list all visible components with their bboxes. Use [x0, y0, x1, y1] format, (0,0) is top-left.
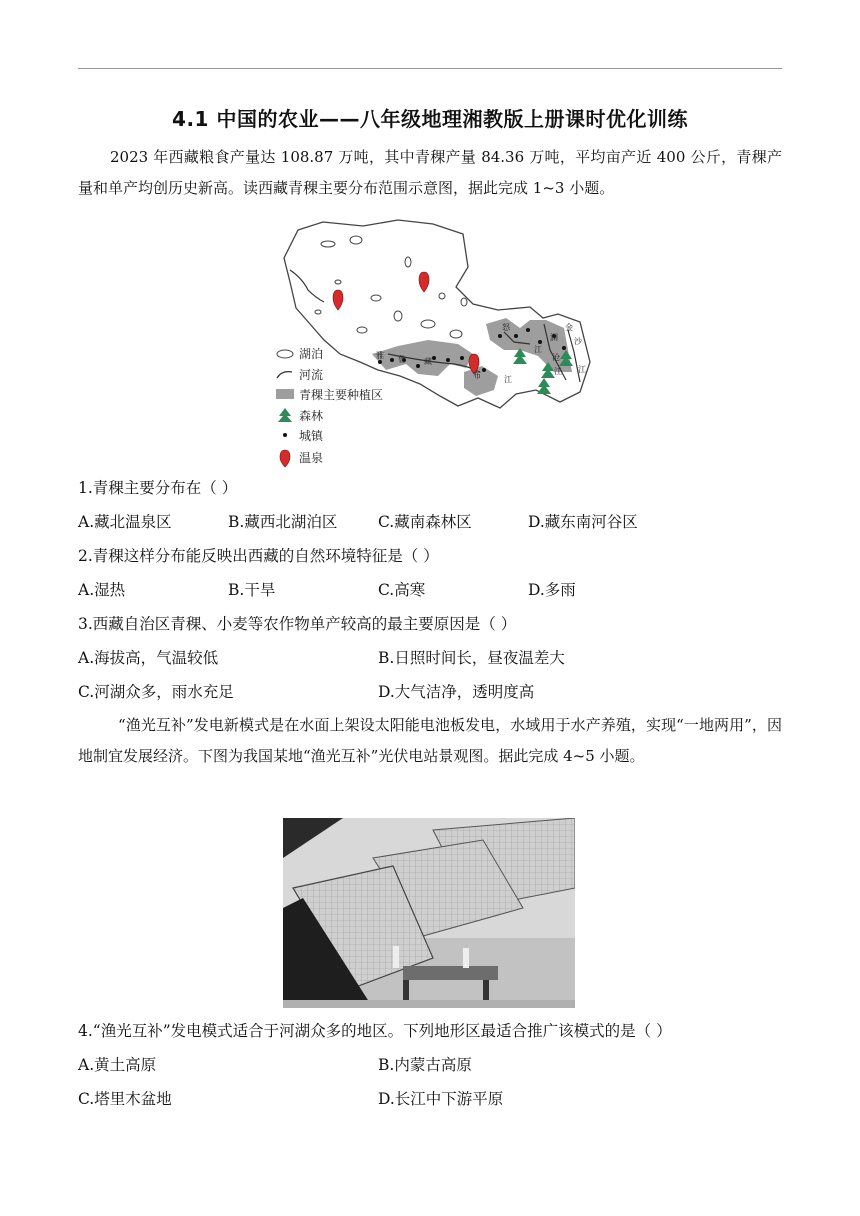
label-sha: 沙 [574, 337, 582, 346]
label-nu-jiang: 江 [534, 345, 542, 354]
legend-hotspring: 温泉 [299, 451, 324, 465]
label-jiang: 江 [504, 375, 512, 384]
q2-option-a: A.湿热 [78, 581, 126, 599]
label-jin: 金 [565, 323, 573, 332]
legend-town-icon [283, 433, 287, 437]
label-lancang-jiang: 江 [554, 367, 562, 376]
legend-river-icon [277, 372, 292, 378]
header-rule [78, 68, 782, 69]
q1-option-c: C.藏南森林区 [378, 513, 472, 531]
legend-lake: 湖泊 [299, 347, 324, 361]
label-bu: 布 [473, 371, 481, 380]
legend-lake-icon [277, 350, 293, 358]
page-title: 4.1 中国的农业——八年级地理湘教版上册课时优化训练 [172, 107, 688, 131]
label-cang: 沧 [552, 353, 560, 362]
label-nu: 怒 [502, 323, 510, 332]
q4-option-a: A.黄土高原 [78, 1056, 157, 1074]
q1-option-d: D.藏东南河谷区 [528, 513, 638, 531]
legend-hotspring-icon [280, 450, 290, 467]
legend-barley: 青稞主要种植区 [299, 388, 384, 402]
q3-option-b: B.日照时间长，昼夜温差大 [378, 649, 565, 667]
q4-stem: 4.“渔光互补”发电模式适合于河湖众多的地区。下列地形区最适合推广该模式的是（ ） [78, 1022, 672, 1040]
q4-option-b: B.内蒙古高原 [378, 1056, 472, 1074]
q1-option-a: A.藏北温泉区 [78, 513, 172, 531]
q3-stem: 3.西藏自治区青稞、小麦等农作物单产较高的最主要原因是（ ） [78, 615, 517, 633]
q1-stem: 1.青稞主要分布在（ ） [78, 479, 238, 497]
q1-option-b: B.藏西北湖泊区 [228, 513, 338, 531]
label-zang: 藏 [424, 357, 432, 366]
q3-option-c: C.河湖众多，雨水充足 [78, 683, 234, 701]
second-paragraph: “渔光互补”发电新模式是在水面上架设太阳能电池板发电，水域用于水产养殖，实现“一地两用”，因地制宜发展经济。下图为我国某地“渔光互补”光伏电站景观图。据此完成 4~5 小题。 [78, 716, 782, 765]
label-lan: 澜 [550, 333, 558, 342]
legend-forest: 森林 [299, 409, 324, 423]
q2-stem: 2.青稞这样分布能反映出西藏的自然环境特征是（ ） [78, 547, 439, 565]
legend-river: 河流 [299, 368, 324, 382]
q2-option-b: B.干旱 [228, 581, 276, 599]
q2-option-d: D.多雨 [528, 581, 576, 599]
tibet-highland-barley-map [268, 212, 598, 470]
q3-option-d: D.大气洁净，透明度高 [378, 683, 535, 701]
q3-option-a: A.海拔高，气温较低 [78, 649, 219, 667]
label-jinsha-jiang: 江 [578, 365, 586, 374]
legend-forest-icon [278, 408, 292, 422]
label-lu: 鲁 [398, 355, 406, 364]
fishery-solar-photo [283, 818, 575, 1008]
label-ya: 雅 [376, 351, 384, 360]
q4-option-d: D.长江中下游平原 [378, 1090, 504, 1108]
legend-town: 城镇 [299, 429, 324, 443]
q2-option-c: C.高寒 [378, 581, 426, 599]
intro-paragraph: 2023 年西藏粮食产量达 108.87 万吨，其中青稞产量 84.36 万吨，平均亩产近 400 公斤，青稞产量和单产均创历史新高。读西藏青稞主要分布范围示意图，据此完成 1~3 小题。 [78, 148, 782, 197]
legend-barley-icon [276, 389, 294, 399]
q4-option-c: C.塔里木盆地 [78, 1090, 172, 1108]
